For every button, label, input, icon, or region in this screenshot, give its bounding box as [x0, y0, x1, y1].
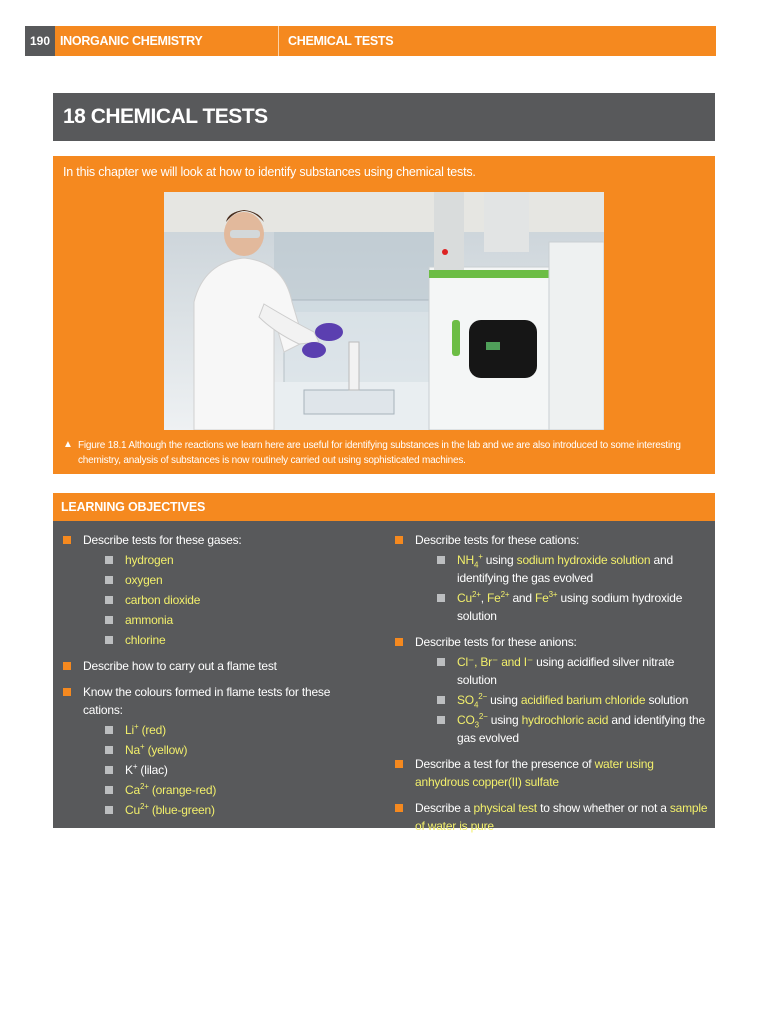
list-item	[415, 551, 710, 587]
chapter-title-bar	[53, 93, 715, 141]
page-number: 190	[25, 26, 55, 56]
objective-item	[395, 799, 710, 835]
square-bullet-icon	[105, 806, 113, 814]
section-title: INORGANIC CHEMISTRY	[60, 34, 203, 48]
triangle-icon: ▲	[63, 439, 73, 450]
square-bullet-icon	[395, 760, 403, 768]
flame-colour-na: Na+ (yellow)	[125, 742, 188, 757]
list-item	[83, 591, 373, 609]
list-item	[415, 691, 710, 709]
square-bullet-icon	[105, 726, 113, 734]
square-bullet-icon	[105, 746, 113, 754]
square-bullet-icon	[395, 638, 403, 646]
list-item	[415, 653, 710, 689]
header-bar	[25, 26, 716, 56]
objective-item	[63, 683, 373, 819]
gas-ammonia: ammonia	[125, 613, 173, 627]
square-bullet-icon	[63, 688, 71, 696]
square-bullet-icon	[105, 636, 113, 644]
flame-colour-k: K+ (lilac)	[125, 762, 168, 777]
square-bullet-icon	[63, 536, 71, 544]
objective-item	[395, 633, 710, 747]
carbonate-test: $CO_3^{2-}$ using hydrochloric acid and identifying the gas evolved	[457, 712, 705, 745]
figure-caption: Figure 18.1 Although the reactions we learn here are useful for identifying substances in the lab and we are also introduced to some interesting chemistry, analysis of substances is now routinely carried out using sophisticated machines.	[78, 440, 681, 466]
square-bullet-icon	[437, 658, 445, 666]
metal-cation-test: $Cu^{2+}$, $Fe^{2+}$ and $Fe^{3+}$ using sodium hydroxide solution	[457, 590, 683, 623]
sulfate-test: $SO_4^{2-}$ using acidified barium chloride solution	[457, 692, 689, 710]
gas-hydrogen: hydrogen	[125, 553, 174, 567]
list-item	[415, 589, 710, 625]
objectives-right-column	[395, 531, 710, 840]
list-item	[83, 721, 373, 739]
square-bullet-icon	[437, 594, 445, 602]
anions-intro: Describe tests for these anions:	[415, 635, 577, 649]
gas-chlorine: chlorine	[125, 633, 166, 647]
objective-item	[395, 531, 710, 625]
cations-intro: Describe tests for these cations:	[415, 533, 580, 547]
chapter-label: CHEMICAL TESTS	[288, 34, 394, 48]
list-item	[83, 571, 373, 589]
learning-objectives-box	[53, 493, 715, 833]
square-bullet-icon	[395, 536, 403, 544]
gas-carbon-dioxide: carbon dioxide	[125, 593, 201, 607]
square-bullet-icon	[105, 616, 113, 624]
ammonium-test: $NH_4^+$ using sodium hydroxide solution and identifying the gas evolved	[457, 552, 673, 585]
flame-test-objective: Describe how to carry out a flame test	[83, 659, 277, 673]
square-bullet-icon	[105, 786, 113, 794]
purity-test-objective: Describe a physical test to show whether or not a sample of water is pure	[415, 801, 708, 833]
objective-item	[395, 755, 710, 791]
list-item	[83, 611, 373, 629]
flame-colour-ca: $Ca^{2+}$ (orange-red)	[125, 782, 217, 797]
square-bullet-icon	[437, 556, 445, 564]
intro-box	[53, 156, 715, 474]
square-bullet-icon	[63, 662, 71, 670]
list-item	[83, 781, 373, 799]
square-bullet-icon	[437, 696, 445, 704]
objective-item	[63, 531, 373, 649]
square-bullet-icon	[105, 596, 113, 604]
list-item	[83, 631, 373, 649]
list-item	[83, 551, 373, 569]
list-item	[415, 711, 710, 747]
flame-colour-li: Li+ (red)	[125, 722, 166, 737]
objective-item	[63, 657, 373, 675]
list-item	[83, 741, 373, 759]
learning-objectives-header	[53, 493, 715, 521]
square-bullet-icon	[395, 804, 403, 812]
gas-oxygen: oxygen	[125, 573, 163, 587]
list-item	[83, 761, 373, 779]
square-bullet-icon	[105, 556, 113, 564]
list-item	[83, 801, 373, 819]
intro-text: In this chapter we will look at how to identify substances using chemical tests.	[63, 165, 476, 179]
square-bullet-icon	[437, 716, 445, 724]
square-bullet-icon	[105, 766, 113, 774]
colours-intro: Know the colours formed in flame tests for these cations:	[83, 685, 331, 717]
water-test-objective: Describe a test for the presence of water using anhydrous copper(II) sulfate	[415, 757, 654, 789]
halide-test: Cl⁻, Br⁻ and I⁻ using acidified silver nitrate solution	[457, 655, 675, 687]
learning-objectives-title: LEARNING OBJECTIVES	[61, 500, 206, 514]
flame-colour-cu: $Cu^{2+}$ (blue-green)	[125, 802, 215, 817]
lab-photo	[164, 192, 604, 430]
header-divider	[278, 26, 279, 56]
chapter-title: 18 CHEMICAL TESTS	[63, 105, 268, 128]
gases-intro: Describe tests for these gases:	[83, 533, 242, 547]
square-bullet-icon	[105, 576, 113, 584]
objectives-left-column	[63, 531, 373, 824]
